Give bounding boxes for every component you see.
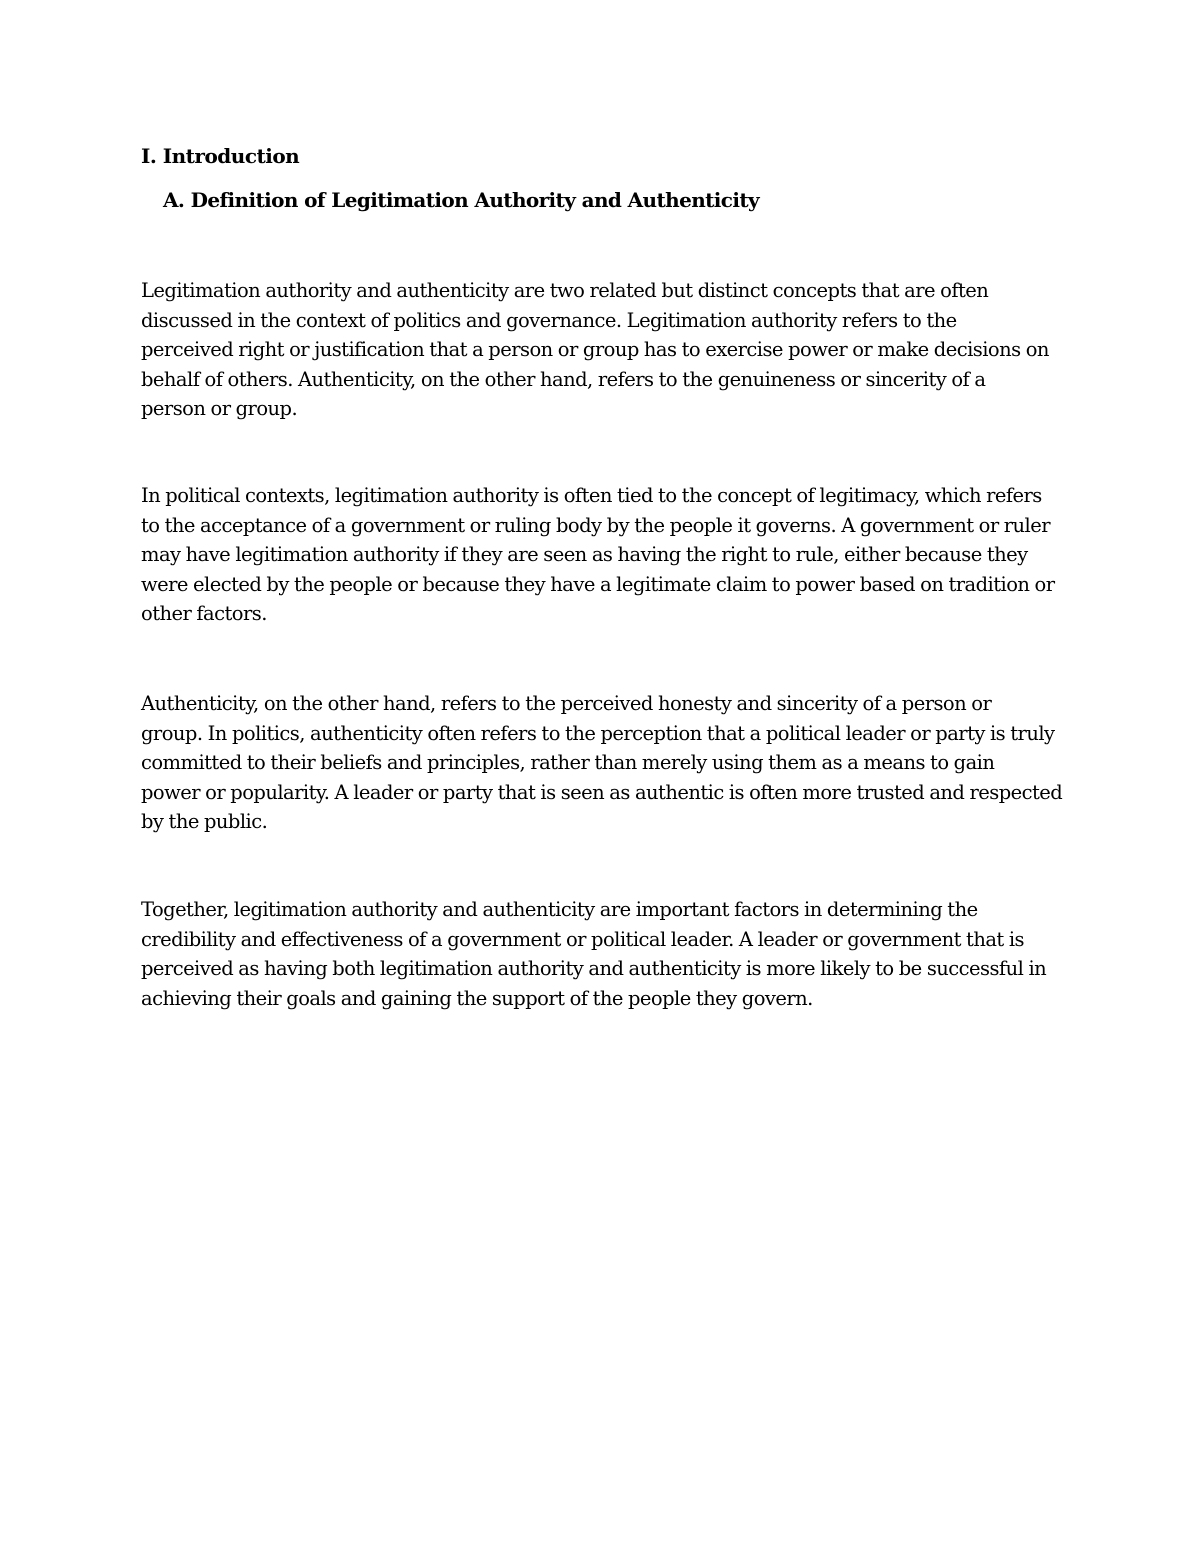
text-line: may have legitimation authority if they are seen as having the right to rule, either because they [141, 543, 1028, 567]
text-line: committed to their beliefs and principles, rather than merely using them as a means to gain [141, 751, 995, 775]
subsection-heading: A. Definition of Legitimation Authority and Authenticity [163, 188, 760, 212]
text-line: person or group. [141, 397, 298, 421]
text-line: to the acceptance of a government or ruling body by the people it governs. A government or ruler [141, 513, 1051, 537]
text-line: discussed in the context of politics and governance. Legitimation authority refers to the [141, 308, 957, 332]
text-line: Authenticity, on the other hand, refers to the perceived honesty and sincerity of a person or [141, 692, 992, 715]
text-line: were elected by the people or because they have a legitimate claim to power based on tradition or [141, 572, 1055, 596]
text-line: by the public. [141, 810, 268, 834]
text-line: In political contexts, legitimation authority is often tied to the concept of legitimacy, which refers [141, 484, 1042, 507]
paragraph-together [141, 895, 1071, 1013]
text-line: Legitimation authority and authenticity are two related but distinct concepts that are often [141, 279, 989, 302]
text-line: perceived right or justification that a person or group has to exercise power or make decisions on [141, 338, 1049, 362]
paragraph-authenticity [141, 689, 1071, 837]
text-line: perceived as having both legitimation authority and authenticity is more likely to be successful in [141, 957, 1047, 981]
text-line: other factors. [141, 602, 267, 626]
text-line: behalf of others. Authenticity, on the other hand, refers to the genuineness or sincerity of a [141, 367, 986, 391]
text-line: power or popularity. A leader or party that is seen as authentic is often more trusted and respected [141, 780, 1063, 804]
text-line: group. In politics, authenticity often refers to the perception that a political leader or party is truly [141, 721, 1055, 745]
paragraph-political-contexts [141, 481, 1071, 629]
text-line: credibility and effectiveness of a government or political leader. A leader or government that is [141, 927, 1024, 951]
text-line: Together, legitimation authority and authenticity are important factors in determining the [141, 898, 978, 921]
section-heading: I. Introduction [141, 144, 300, 168]
paragraph-definition [141, 276, 1071, 424]
text-line: achieving their goals and gaining the support of the people they govern. [141, 986, 813, 1010]
